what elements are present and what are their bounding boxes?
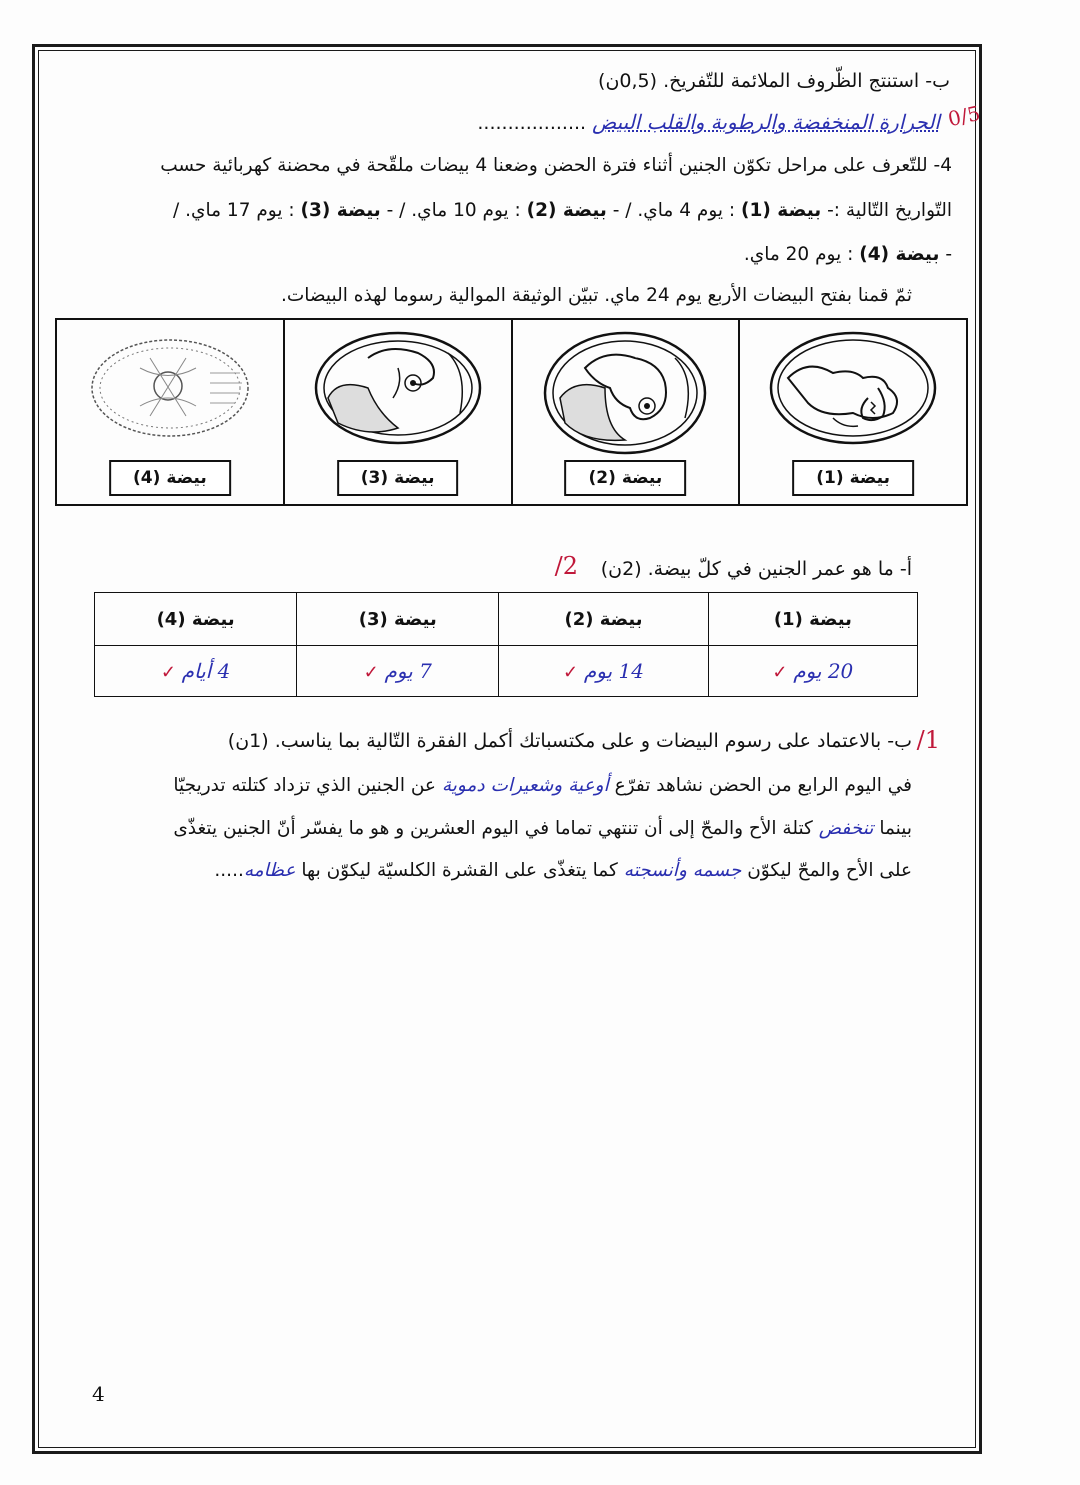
paragraph-line-1: في اليوم الرابع من الحضن نشاهد تفرّع أوعية وشعيرات دموية عن الجنين الذي تزداد كتلته تدريجيّا — [173, 775, 912, 796]
section4-dates-line: التّواريخ التّالية :- بيضة (1) : يوم 4 ماي. / - بيضة (2) : يوم 10 ماي. / - بيضة (3) : يوم 17 ماي. / — [173, 200, 952, 221]
section4-opening: ثمّ قمنا بفتح البيضات الأربع يوم 24 ماي. تبيّن الوثيقة الموالية رسوما لهذه البيضات. — [280, 285, 912, 306]
egg-embryo-late-icon — [308, 328, 488, 448]
age-answer-1[interactable]: 20 يوم ✓ — [708, 646, 917, 697]
answer-blank-3[interactable]: جسمه وأنسجته — [623, 860, 742, 881]
paragraph-line-2: بينما تنخفض كتلة الأح والمحّ إلى أن تنتهي تماما في اليوم العشرين و هو ما يفسّر أنّ الجنين يتغذّى — [173, 818, 912, 839]
egg-label-3: بيضة (3) — [337, 460, 459, 496]
question-a-age: أ- ما هو عمر الجنين في كلّ بيضة. (2ن) — [600, 558, 912, 580]
age-answer-2[interactable]: 14 يوم ✓ — [499, 646, 708, 697]
egg-embryo-early-icon — [763, 328, 943, 448]
egg-label-4: بيضة (4) — [109, 460, 231, 496]
answer-blank-2[interactable]: تنخفض — [818, 818, 874, 839]
score-mark-age: 2/ — [554, 552, 578, 580]
section4-egg4-date: - بيضة (4) : يوم 20 ماي. — [743, 244, 952, 265]
egg-cell-4 — [57, 320, 283, 504]
age-answer-3[interactable]: 7 يوم ✓ — [297, 646, 499, 697]
answer-blank-1[interactable]: أوعية وشعيرات دموية — [441, 775, 609, 796]
question-b-paragraph: ب- بالاعتماد على رسوم البيضات و على مكتسباتك أكمل الفقرة التّالية بما يناسب. (1ن) — [227, 730, 912, 752]
page-number: 4 — [92, 1382, 105, 1406]
age-header-1: بيضة (1) — [708, 593, 917, 646]
age-header-4: بيضة (4) — [95, 593, 297, 646]
egg-cell-2 — [511, 320, 739, 504]
handwritten-answer: الحرارة المنخفضة والرطوبة والقلب البيض — [592, 110, 940, 134]
egg-label-1: بيضة (1) — [792, 460, 914, 496]
section4-intro: 4- للتّعرف على مراحل تكوّن الجنين أثناء فترة الحضن وضعنا 4 بيضات ملقّحة في محضنة كهربائية حسب — [160, 155, 952, 176]
answer-line-conditions: الحرارة المنخفضة والرطوبة والقلب البيض .................. — [477, 110, 940, 134]
age-header-3: بيضة (3) — [297, 593, 499, 646]
egg-label-2: بيضة (2) — [565, 460, 687, 496]
egg-fresh-icon — [80, 328, 260, 448]
age-table — [94, 592, 918, 697]
score-mark-paragraph: 1/ — [916, 726, 940, 754]
question-b-conditions: ب- استنتج الظّروف الملائمة للتّفريخ. (0,5ن) — [598, 70, 950, 92]
egg-embryo-mid-icon — [535, 328, 715, 458]
paragraph-line-3: على الأح والمحّ ليكوّن جسمه وأنسجته كما يتغذّى على القشرة الكلسيّة ليكوّن بها عظامه..... — [214, 860, 912, 881]
egg-cell-1 — [738, 320, 966, 504]
egg-figures-table — [55, 318, 968, 506]
score-mark: 0/5 — [945, 100, 983, 132]
age-answer-4[interactable]: 4 أيام ✓ — [95, 646, 297, 697]
egg-cell-3 — [283, 320, 511, 504]
age-header-2: بيضة (2) — [499, 593, 708, 646]
answer-blank-4[interactable]: عظامه — [243, 860, 296, 881]
